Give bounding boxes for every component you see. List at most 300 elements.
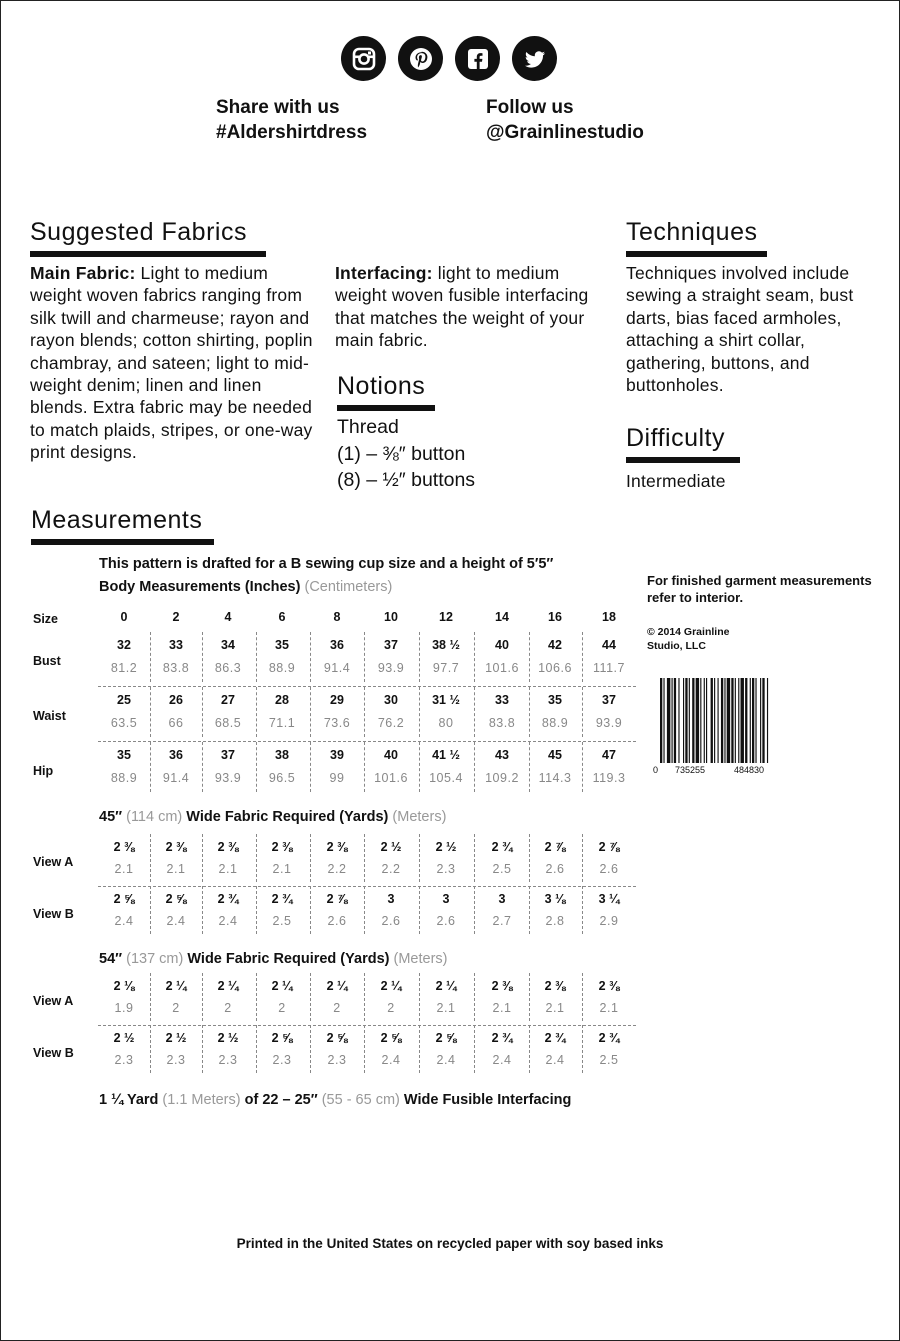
measure-cm: 88.9 — [110, 771, 138, 785]
measure-cm: 83.8 — [488, 716, 516, 730]
column-divider — [310, 687, 311, 737]
column-divider — [529, 687, 530, 737]
measure-inches: 35 — [548, 693, 562, 707]
barcode-bar — [724, 678, 725, 763]
column-divider — [474, 632, 475, 682]
barcode-bar — [731, 678, 733, 763]
yardage: 2 ¾ — [544, 1031, 566, 1045]
pinterest-icon[interactable] — [398, 36, 443, 81]
fabric54-row-label: View A — [33, 994, 74, 1008]
column-divider — [582, 834, 583, 882]
yardage: 2 ⅞ — [326, 892, 348, 906]
yardage: 2 ¾ — [271, 892, 293, 906]
interfacing-yard: 1 ¼ Yard — [99, 1092, 159, 1108]
measure-inches: 35 — [117, 748, 131, 762]
column-divider — [256, 886, 257, 934]
yardage: 2 ⅝ — [271, 1031, 293, 1045]
meterage: 2.1 — [114, 862, 134, 876]
yardage: 2 ⅜ — [113, 840, 135, 854]
measure-inches: 40 — [495, 638, 509, 652]
fabric54-title — [99, 951, 447, 967]
yardage: 2 ½ — [165, 1031, 187, 1045]
copyright-notice: © 2014 Grainline Studio, LLC — [647, 626, 730, 652]
measure-inches: 36 — [169, 748, 183, 762]
measure-cm: 99 — [329, 771, 345, 785]
meterage: 2 — [387, 1001, 395, 1015]
column-divider — [256, 632, 257, 682]
measure-cm: 73.6 — [323, 716, 351, 730]
share-hashtag[interactable]: #Aldershirtdress — [216, 122, 368, 143]
yardage: 2 ⅝ — [435, 1031, 457, 1045]
notions-list — [337, 414, 475, 494]
measure-cm: 101.6 — [374, 771, 408, 785]
facebook-icon[interactable] — [455, 36, 500, 81]
column-divider — [474, 834, 475, 882]
meterage: 2.5 — [492, 862, 512, 876]
meterage: 2.3 — [114, 1053, 134, 1067]
follow-block — [486, 95, 644, 145]
fabric45-row-label: View A — [33, 855, 74, 869]
barcode-bar — [692, 678, 694, 763]
measure-inches: 44 — [602, 638, 616, 652]
column-divider — [202, 834, 203, 882]
barcode-digits-mid: 735255 — [675, 765, 706, 775]
column-divider — [310, 1025, 311, 1073]
column-divider — [529, 886, 530, 934]
column-divider — [419, 1025, 420, 1073]
measure-inches: 33 — [495, 693, 509, 707]
size-header: 16 — [548, 610, 562, 624]
measure-cm: 93.9 — [214, 771, 242, 785]
yardage: 2 ¾ — [217, 892, 239, 906]
column-divider — [150, 973, 151, 1021]
column-divider — [310, 632, 311, 682]
measure-inches: 31 ½ — [432, 693, 460, 707]
meterage: 2.3 — [218, 1053, 238, 1067]
barcode-bar — [696, 678, 699, 763]
instagram-icon[interactable] — [341, 36, 386, 81]
column-divider — [419, 687, 420, 737]
meterage: 2.1 — [545, 1001, 565, 1015]
fabric45-width-cm: (114 cm) — [126, 809, 183, 825]
barcode-bar — [700, 678, 701, 763]
row-label-hip: Hip — [33, 764, 54, 778]
meterage: 2 — [278, 1001, 286, 1015]
column-divider — [474, 742, 475, 792]
barcode-bar — [704, 678, 705, 763]
main-fabric-label: Main Fabric: — [30, 263, 136, 283]
yardage: 2 ¼ — [217, 979, 239, 993]
interfacing-requirement — [99, 1092, 571, 1108]
row-divider — [98, 741, 636, 742]
row-label-bust: Bust — [33, 654, 61, 668]
measure-inches: 40 — [384, 748, 398, 762]
fabric54-yards-label: Wide Fabric Required (Yards) — [187, 951, 390, 967]
column-divider — [256, 687, 257, 737]
column-divider — [202, 632, 203, 682]
notion-item: (1) – ⅜″ button — [337, 442, 466, 465]
techniques-heading: Techniques — [626, 218, 758, 246]
measure-cm: 97.7 — [432, 661, 460, 675]
measure-cm: 86.3 — [214, 661, 242, 675]
meterage: 2.6 — [545, 862, 565, 876]
yardage: 3 ¼ — [598, 892, 620, 906]
barcode-digit-left: 0 — [653, 765, 659, 775]
fabric54-row-label: View B — [33, 1046, 74, 1060]
column-divider — [150, 742, 151, 792]
row-label-waist: Waist — [33, 709, 66, 723]
measure-cm: 81.2 — [110, 661, 138, 675]
column-divider — [364, 687, 365, 737]
measure-inches: 25 — [117, 693, 131, 707]
measure-inches: 39 — [330, 748, 344, 762]
barcode-bar — [718, 678, 719, 763]
row-divider — [98, 686, 636, 687]
yardage: 2 ⅝ — [380, 1031, 402, 1045]
main-fabric-desc: Light to medium weight woven fabrics ranging from silk twill and charmeuse; rayon and rayon blends; cotton shirting, poplin chambray, and sateen; light to mid-weight denim; linen and linen blends. Extra fabric may be needed to match plaids, stripes, or one-way print designs. — [30, 263, 313, 463]
interfacing-meters: (1.1 Meters) — [162, 1092, 241, 1108]
interfacing-text — [335, 262, 605, 352]
measure-inches: 41 ½ — [432, 748, 460, 762]
barcode-bar — [727, 678, 730, 763]
measure-inches: 34 — [221, 638, 235, 652]
meterage: 2.1 — [166, 862, 186, 876]
barcode-bar — [667, 678, 670, 763]
barcode-bars — [650, 678, 775, 766]
fabric45-meters-label: (Meters) — [392, 809, 447, 825]
meterage: 2.2 — [327, 862, 347, 876]
meterage: 2.6 — [381, 914, 401, 928]
size-header: 6 — [278, 610, 286, 624]
meterage: 2.3 — [327, 1053, 347, 1067]
column-divider — [202, 973, 203, 1021]
barcode-bar — [714, 678, 715, 763]
barcode-bar — [741, 678, 744, 763]
meterage: 2.4 — [545, 1053, 565, 1067]
yardage: 2 ¼ — [271, 979, 293, 993]
suggested-fabrics-heading: Suggested Fabrics — [30, 218, 247, 246]
measure-inches: 37 — [602, 693, 616, 707]
measure-inches: 38 — [275, 748, 289, 762]
measure-cm: 101.6 — [485, 661, 519, 675]
follow-handle[interactable]: @Grainlinestudio — [486, 122, 644, 143]
measure-inches: 27 — [221, 693, 235, 707]
column-divider — [529, 742, 530, 792]
column-divider — [419, 886, 420, 934]
column-divider — [150, 632, 151, 682]
barcode-bar — [750, 678, 751, 763]
twitter-icon[interactable] — [512, 36, 557, 81]
measure-cm: 76.2 — [377, 716, 405, 730]
meterage: 2.4 — [218, 914, 238, 928]
size-label: Size — [33, 612, 59, 626]
meterage: 2.6 — [436, 914, 456, 928]
social-icons — [341, 36, 557, 81]
barcode-bar — [678, 678, 679, 763]
measure-inches: 35 — [275, 638, 289, 652]
column-divider — [256, 834, 257, 882]
size-header: 8 — [333, 610, 341, 624]
barcode-bar — [706, 678, 707, 763]
fabric45-yards-label: Wide Fabric Required (Yards) — [186, 809, 389, 825]
body-measurements-title — [99, 579, 392, 595]
column-divider — [582, 632, 583, 682]
measure-cm: 93.9 — [377, 661, 405, 675]
yardage: 2 ¼ — [165, 979, 187, 993]
yardage: 2 ¾ — [491, 1031, 513, 1045]
size-header: 2 — [172, 610, 180, 624]
column-divider — [150, 886, 151, 934]
column-divider — [202, 687, 203, 737]
yardage: 3 — [387, 892, 395, 906]
measure-inches: 43 — [495, 748, 509, 762]
meterage: 2.4 — [166, 914, 186, 928]
meterage: 2.1 — [272, 862, 292, 876]
techniques-text: Techniques involved include sewing a straight seam, bust darts, bias faced armholes, attaching a shirt collar, gathering, buttons, and buttonholes. — [626, 263, 854, 396]
fabric45-title — [99, 809, 446, 825]
body-title-cm: (Centimeters) — [304, 579, 393, 595]
barcode-bar — [762, 678, 764, 763]
meterage: 2 — [172, 1001, 180, 1015]
fabric45-width: 45″ — [99, 809, 123, 825]
fabric54-width-cm: (137 cm) — [126, 951, 184, 967]
interfacing-type: Wide Fusible Interfacing — [403, 1092, 572, 1108]
column-divider — [202, 886, 203, 934]
yardage: 3 ⅛ — [544, 892, 566, 906]
meterage: 2.4 — [114, 914, 134, 928]
meterage: 2 — [224, 1001, 232, 1015]
fabric54-width: 54″ — [99, 951, 123, 967]
column-divider — [582, 886, 583, 934]
measure-cm: 111.7 — [593, 661, 625, 675]
meterage: 2.3 — [436, 862, 456, 876]
measure-inches: 38 ½ — [432, 638, 460, 652]
column-divider — [256, 742, 257, 792]
measurements-heading: Measurements — [31, 506, 203, 534]
interfacing-desc: light to medium weight woven fusible interfacing that matches the weight of your main fabric. — [335, 263, 589, 351]
barcode-bar — [711, 678, 713, 763]
fabric54-meters-label: (Meters) — [393, 951, 448, 967]
meterage: 2.4 — [381, 1053, 401, 1067]
column-divider — [582, 1025, 583, 1073]
measure-cm: 96.5 — [268, 771, 296, 785]
column-divider — [310, 834, 311, 882]
difficulty-heading: Difficulty — [626, 424, 726, 452]
yardage: 2 ¾ — [491, 840, 513, 854]
meterage: 2.9 — [599, 914, 619, 928]
size-header: 18 — [602, 610, 616, 624]
share-block — [216, 95, 367, 145]
column-divider — [150, 1025, 151, 1073]
column-divider — [202, 1025, 203, 1073]
heading-underline — [626, 251, 767, 257]
column-divider — [150, 687, 151, 737]
meterage: 2.5 — [599, 1053, 619, 1067]
barcode-bar — [672, 678, 673, 763]
column-divider — [419, 834, 420, 882]
meterage: 2.1 — [599, 1001, 619, 1015]
size-header: 14 — [495, 610, 509, 624]
column-divider — [419, 742, 420, 792]
heading-underline — [337, 405, 435, 411]
heading-underline — [626, 457, 740, 463]
size-header: 4 — [224, 610, 232, 624]
meterage: 2.1 — [436, 1001, 456, 1015]
measure-inches: 42 — [548, 638, 562, 652]
measure-cm: 68.5 — [214, 716, 242, 730]
column-divider — [529, 973, 530, 1021]
yardage: 2 ½ — [217, 1031, 239, 1045]
column-divider — [474, 1025, 475, 1073]
barcode-bar — [674, 678, 676, 763]
measurements-intro: This pattern is drafted for a B sewing cup size and a height of 5′5″ — [99, 556, 554, 572]
yardage: 2 ½ — [435, 840, 457, 854]
yardage: 2 ⅜ — [326, 840, 348, 854]
barcode-bar — [752, 678, 754, 763]
barcode-bar — [760, 678, 761, 763]
yardage: 2 ⅜ — [217, 840, 239, 854]
column-divider — [310, 886, 311, 934]
column-divider — [419, 973, 420, 1021]
finished-measurements-note: For finished garment measurements refer to interior. — [647, 573, 872, 605]
yardage: 2 ⅞ — [544, 840, 566, 854]
column-divider — [202, 742, 203, 792]
meterage: 2.7 — [492, 914, 512, 928]
interfacing-width-cm: (55 - 65 cm) — [321, 1092, 400, 1108]
column-divider — [364, 1025, 365, 1073]
barcode-digits-right: 484830 — [734, 765, 765, 775]
column-divider — [529, 1025, 530, 1073]
measure-cm: 88.9 — [268, 661, 296, 675]
yardage: 2 ⅝ — [165, 892, 187, 906]
measure-cm: 71.1 — [268, 716, 296, 730]
yardage: 2 ½ — [380, 840, 402, 854]
column-divider — [364, 632, 365, 682]
meterage: 2.6 — [599, 862, 619, 876]
column-divider — [310, 742, 311, 792]
column-divider — [364, 973, 365, 1021]
measure-cm: 91.4 — [162, 771, 190, 785]
barcode-bar — [767, 678, 768, 763]
measure-cm: 114.3 — [538, 771, 572, 785]
row-divider — [98, 886, 636, 887]
meterage: 2 — [333, 1001, 341, 1015]
meterage: 2.6 — [327, 914, 347, 928]
barcode-bar — [735, 678, 736, 763]
meterage: 2.3 — [166, 1053, 186, 1067]
yardage: 2 ⅜ — [544, 979, 566, 993]
column-divider — [582, 687, 583, 737]
column-divider — [256, 1025, 257, 1073]
notion-item: (8) – ½″ buttons — [337, 469, 476, 491]
column-divider — [364, 886, 365, 934]
column-divider — [256, 973, 257, 1021]
yardage: 2 ½ — [113, 1031, 135, 1045]
column-divider — [582, 742, 583, 792]
measure-inches: 29 — [330, 693, 344, 707]
fabric45-row-label: View B — [33, 907, 74, 921]
heading-underline — [30, 251, 266, 257]
barcode-bar — [683, 678, 684, 763]
yardage: 2 ¼ — [380, 979, 402, 993]
barcode-bar — [721, 678, 723, 763]
meterage: 2.8 — [545, 914, 565, 928]
column-divider — [582, 973, 583, 1021]
measure-cm: 106.6 — [538, 661, 572, 675]
measure-inches: 37 — [384, 638, 398, 652]
column-divider — [419, 632, 420, 682]
measure-cm: 91.4 — [323, 661, 351, 675]
column-divider — [474, 973, 475, 1021]
measure-inches: 26 — [169, 693, 183, 707]
measure-cm: 88.9 — [541, 716, 569, 730]
column-divider — [474, 687, 475, 737]
measure-cm: 83.8 — [162, 661, 190, 675]
measure-cm: 105.4 — [429, 771, 463, 785]
yardage: 2 ⅜ — [491, 979, 513, 993]
barcode — [650, 678, 775, 778]
barcode-bar — [738, 678, 739, 763]
yardage: 2 ⅛ — [113, 979, 135, 993]
meterage: 2.2 — [381, 862, 401, 876]
meterage: 2.1 — [492, 1001, 512, 1015]
yardage: 3 — [442, 892, 450, 906]
barcode-bar — [663, 678, 664, 763]
yardage: 2 ⅝ — [113, 892, 135, 906]
measure-cm: 66 — [168, 716, 184, 730]
measure-cm: 109.2 — [485, 771, 519, 785]
measure-inches: 47 — [602, 748, 616, 762]
column-divider — [529, 632, 530, 682]
yardage: 2 ⅜ — [598, 979, 620, 993]
size-header: 10 — [384, 610, 398, 624]
measure-cm: 63.5 — [110, 716, 138, 730]
column-divider — [364, 742, 365, 792]
measure-cm: 93.9 — [595, 716, 623, 730]
barcode-bar — [755, 678, 756, 763]
measure-inches: 33 — [169, 638, 183, 652]
column-divider — [364, 834, 365, 882]
follow-label: Follow us — [486, 97, 574, 118]
meterage: 2.5 — [272, 914, 292, 928]
measure-inches: 30 — [384, 693, 398, 707]
meterage: 2.4 — [492, 1053, 512, 1067]
notion-item: Thread — [337, 416, 399, 438]
measure-inches: 28 — [275, 693, 289, 707]
column-divider — [529, 834, 530, 882]
barcode-bar — [689, 678, 690, 763]
meterage: 2.1 — [218, 862, 238, 876]
measure-inches: 45 — [548, 748, 562, 762]
printed-notice: Printed in the United States on recycled paper with soy based inks — [236, 1236, 664, 1251]
interfacing-label: Interfacing: — [335, 263, 433, 283]
meterage: 1.9 — [114, 1001, 134, 1015]
notions-heading: Notions — [337, 372, 426, 400]
measure-inches: 37 — [221, 748, 235, 762]
column-divider — [310, 973, 311, 1021]
yardage: 2 ⅜ — [271, 840, 293, 854]
measure-cm: 119.3 — [592, 771, 626, 785]
row-divider — [98, 1025, 636, 1026]
meterage: 2.3 — [272, 1053, 292, 1067]
yardage: 2 ¾ — [598, 1031, 620, 1045]
yardage: 2 ⅜ — [165, 840, 187, 854]
barcode-bar — [745, 678, 747, 763]
yardage: 2 ¼ — [326, 979, 348, 993]
yardage: 2 ¼ — [435, 979, 457, 993]
body-title-inches: Body Measurements (Inches) — [99, 579, 301, 595]
barcode-bar — [660, 678, 662, 763]
